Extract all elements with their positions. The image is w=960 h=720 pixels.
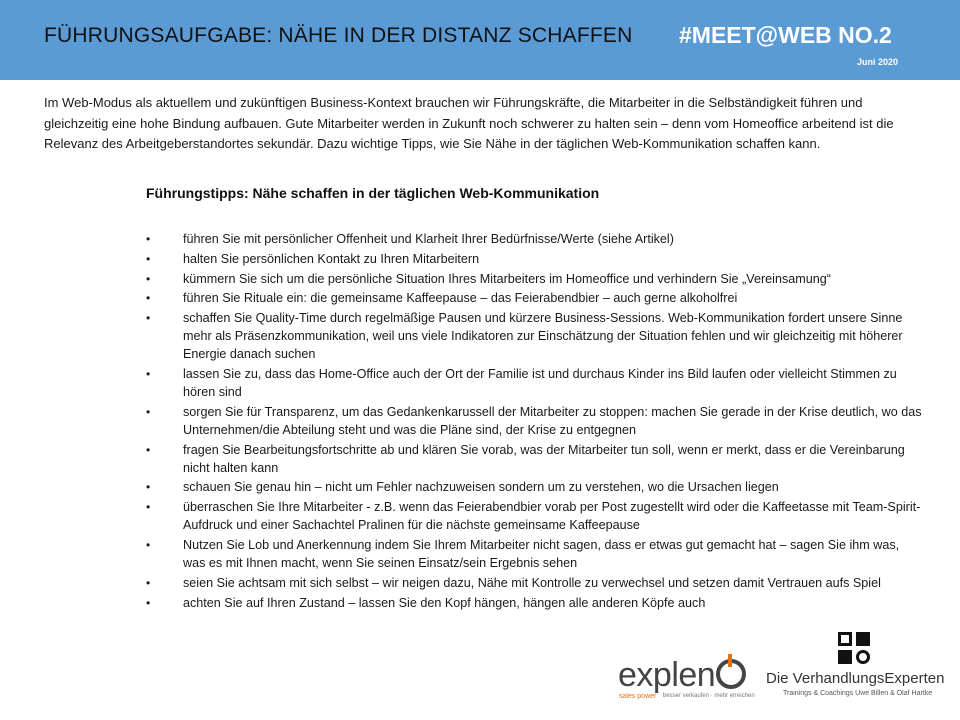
tip-item [146,309,923,363]
tip-text: Nutzen Sie Lob und Anerkennung indem Sie Ihrem Mitarbeiter nicht sagen, dass er etwas gut gemacht hat – sagen Sie ihm was, was es mit Ihnen macht, wenn Sie seinen Einsatz/sein Ergebnis sehen [183,537,900,570]
tip-text: kümmern Sie sich um die persönliche Situation Ihres Mitarbeiters im Homeoffice und verhindern Sie „Vereinsamung“ [183,271,831,286]
page-title: FÜHRUNGSAUFGABE: NÄHE IN DER DISTANZ SCHAFFEN [44,24,633,47]
series-tag: #MEET@WEB NO.2 [679,22,892,48]
bullet-icon: • [146,575,151,590]
tip-item [146,574,923,592]
bullet-icon: • [146,311,151,326]
explen-claim: besser verkaufen · mehr erreichen [663,693,755,699]
bullet-icon: • [146,251,151,266]
explen-tagline: sales power [619,693,657,700]
tip-item [146,536,923,572]
tip-item [146,270,923,288]
date-label: Juni 2020 [857,57,899,67]
tip-item [146,250,923,268]
tip-item [146,403,923,439]
verhandlungsexperten-title: Die VerhandlungsExperten [766,670,945,687]
explen-logo [618,656,746,695]
tip-text: halten Sie persönlichen Kontakt zu Ihren Mitarbeitern [183,251,480,266]
bullet-icon: • [146,291,151,306]
tip-text: seien Sie achtsam mit sich selbst – wir neigen dazu, Nähe mit Kontrolle zu verwechsel und setzen damit Vertrauen aufs Spiel [183,575,881,590]
footer-logos [600,630,960,720]
bullet-icon: • [146,480,151,495]
verhandlungsexperten-mark-icon [838,632,872,666]
tip-text: führen Sie Rituale ein: die gemeinsame Kaffeepause – das Feierabendbier – auch gerne alkoholfrei [183,291,738,306]
tip-item [146,498,923,534]
power-icon [716,659,746,689]
tip-text: lassen Sie zu, dass das Home-Office auch der Ort der Familie ist und durchaus Kinder ins Bild laufen oder vielleicht Stimmen zu hören sind [183,366,897,399]
bullet-icon: • [146,500,151,515]
verhandlungsexperten-subtitle: Trainings & Coachings Uwe Billen & Olaf Hartke [783,690,933,697]
tip-text: überraschen Sie Ihre Mitarbeiter - z.B. wenn das Feierabendbier vorab per Post zugestellt wird oder die Kaffeetasse mit Team-Spirit-Aufdruck und einer Sachachtel Pralinen für die nächste gemeinsame Kaffeepause [183,500,921,533]
tip-text: schaffen Sie Quality-Time durch regelmäßige Pausen und kürzere Business-Sessions. Web-Kommunikation fordert unsere Sinne mehr als Präsenzkommunikation, weil uns viele Indikatoren zur Einschätzung der Situation fehlen und wir gleichzeitig mit höherer Energie danach suchen [183,311,903,362]
tip-item [146,289,923,307]
tips-list [146,230,923,613]
tip-item [146,594,923,612]
bullet-icon: • [146,271,151,286]
header-bar [0,0,960,80]
tip-text: schauen Sie genau hin – nicht um Fehler nachzuweisen sondern um zu verstehen, wo die Ursachen liegen [183,480,779,495]
explen-wordmark: explen [618,656,716,694]
tip-text: führen Sie mit persönlicher Offenheit und Klarheit Ihrer Bedürfnisse/Werte (siehe Artikel) [183,232,674,246]
bullet-icon: • [146,404,151,419]
tip-item [146,441,923,477]
bullet-icon: • [146,366,151,381]
intro-paragraph: Im Web-Modus als aktuellem und zukünftigen Business-Kontext brauchen wir Führungskräfte, die Mitarbeiter in die Selbständigkeit führen und gleichzeitig eine hohe Bindung aufbauen. Gute Mitarbeiter werden in Zukunft noch schwerer zu halten sein – denn vom Homeoffice arbeitend ist die Relevanz des Arbeitgeberstandortes sekundär. Dazu wichtige Tipps, wie Sie Nähe in der täglichen Web-Kommunikation schaffen kann. [44,95,894,151]
tip-item [146,230,923,248]
section-heading: Führungstipps: Nähe schaffen in der täglichen Web-Kommunikation [146,185,600,201]
bullet-icon: • [146,232,151,246]
tip-item [146,365,923,401]
bullet-icon: • [146,442,151,457]
tip-text: sorgen Sie für Transparenz, um das Gedankenkarussell der Mitarbeiter zu stoppen: machen Sie gerade in der Krise deutlich, wo das Unternehmen/die Abteilung steht und was die Pläne sind, der Krise zu entgegnen [183,404,922,437]
bullet-icon: • [146,537,151,552]
bullet-icon: • [146,595,151,610]
tip-text: achten Sie auf Ihren Zustand – lassen Sie den Kopf hängen, hängen alle anderen Köpfe auch [183,595,706,610]
tip-item [146,478,923,496]
tip-text: fragen Sie Bearbeitungsfortschritte ab und klären Sie vorab, was der Mitarbeiter tun soll, wenn er merkt, dass er die Vereinbarung nicht halten kann [183,442,905,475]
